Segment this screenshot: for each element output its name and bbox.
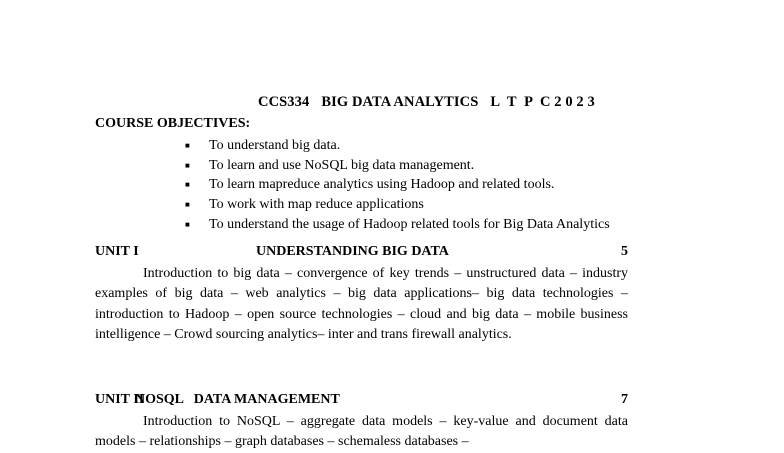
bullet-icon: ■ xyxy=(185,200,190,210)
unit-2-title: NOSQL DATA MANAGEMENT xyxy=(135,392,340,407)
unit-2-label: UNIT II xyxy=(95,392,145,407)
unit-2-content: Introduction to NoSQL – aggregate data models – key-value and document data models – relationships – graph databases – schemaless databases – xyxy=(95,414,628,450)
objective-item: ■ To understand the usage of Hadoop related tools for Big Data Analytics xyxy=(185,215,610,235)
objective-item: ■ To work with map reduce applications xyxy=(185,195,610,215)
bullet-icon: ■ xyxy=(185,219,190,229)
bullet-icon: ■ xyxy=(185,160,190,170)
course-title-line xyxy=(258,94,595,111)
course-title: BIG DATA ANALYTICS xyxy=(321,94,479,110)
unit-1-content: Introduction to big data – convergence of key trends – unstructured data – industry examples of big data – web analytics – big data applications– big data technologies – introduction to Hadoop – open source technologies – cloud and big data – mobile business intelligence – Crowd sourcing analytics– inter and trans firewall analytics. xyxy=(95,266,628,342)
unit-1-title: UNDERSTANDING BIG DATA xyxy=(256,244,449,259)
unit-1-heading xyxy=(95,244,628,262)
ltpc-values: 2 0 2 3 xyxy=(554,94,595,110)
objectives-list xyxy=(185,136,610,235)
ltpc-letters: L T P C xyxy=(490,94,551,110)
unit-1-label: UNIT I xyxy=(95,244,139,259)
unit-1-hours: 5 xyxy=(621,244,628,259)
objectives-heading: COURSE OBJECTIVES: xyxy=(95,116,251,131)
objective-item: ■ To understand big data. xyxy=(185,136,610,156)
bullet-icon: ■ xyxy=(185,141,190,150)
objective-item: ■ To learn mapreduce analytics using Hadoop and related tools. xyxy=(185,175,610,195)
course-code: CCS334 xyxy=(258,94,310,110)
unit-2-hours: 7 xyxy=(621,392,628,407)
unit-2-heading xyxy=(95,392,628,410)
bullet-icon: ■ xyxy=(185,180,190,190)
objective-item: ■ To learn and use NoSQL big data management. xyxy=(185,156,610,176)
